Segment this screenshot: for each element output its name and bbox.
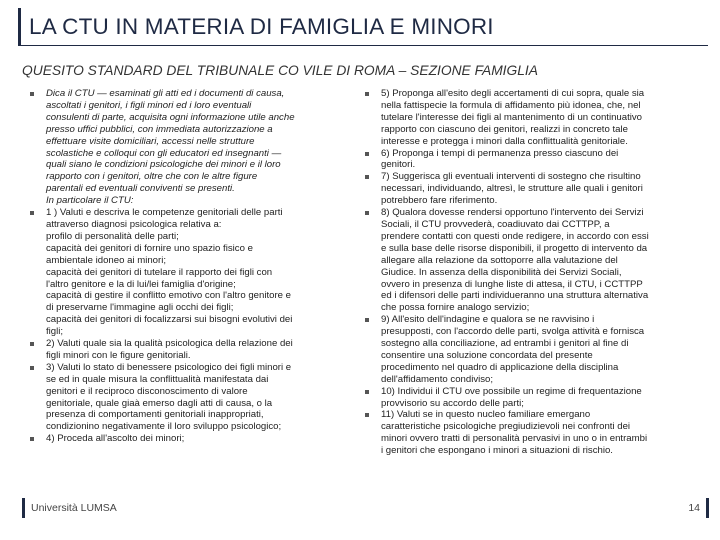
list-line: In particolare il CTU: (46, 195, 134, 207)
list-line: presenza di comportamenti genitoriali inappropriati, (46, 409, 264, 421)
bullet-icon (365, 152, 369, 156)
bullet-icon (365, 92, 369, 96)
list-item (28, 207, 346, 338)
list-line: dell'affidamento condiviso; (381, 373, 494, 385)
list-item (28, 338, 346, 362)
list-line: capacità dei genitori di fornire uno spazio fisico e (46, 242, 253, 254)
list-line: minori ovvero tratti di personalità pervasivi in uno o in entrambi (381, 433, 648, 445)
list-line: Dica il CTU — esaminati gli atti ed i documenti di causa, (46, 88, 285, 99)
list-line: genitori e il reciproco disconoscimento di valore (46, 385, 248, 397)
list-line: 6) Proponga i tempi di permanenza presso ciascuno dei (381, 147, 619, 159)
bullet-icon (30, 366, 34, 370)
list-line: allegare alla relazione da sottoporre alla valutazione del (381, 254, 618, 266)
list-line: rapporto con ciascuno dei genitori, realizzi in concreto tale (381, 123, 628, 135)
list-line: 8) Qualora dovesse rendersi opportuno l'intervento dei Servizi (381, 207, 644, 219)
list-line: genitoriale, quale giaà emerso dagli atti di causa, o la (46, 397, 273, 409)
list-line: l'altro genitore e la di lui/lei famiglia d'origine; (46, 278, 236, 290)
list-line: Sociali, il CTU provvederà, coadiuvato dai CCTTPP, a (381, 218, 610, 230)
list-item (363, 88, 693, 148)
page-number: 14 (672, 498, 709, 518)
right-column (363, 88, 693, 457)
list-line: 4) Proceda all'ascolto dei minori; (46, 433, 185, 445)
list-line: rapporto con i genitori, oltre che con le altre figure (46, 171, 258, 183)
list-line: sostegno alla conciliazione, ad entrambi i genitori al fine di (381, 338, 629, 350)
list-line: interesse e protegga i minori dalla conflittualità genitoriale. (381, 135, 628, 147)
list-line: 2) Valuti quale sia la qualità psicologica della relazione dei (46, 338, 293, 350)
bullet-icon (365, 413, 369, 417)
list-line: caratteristiche psicologiche pregiudizievoli nei confronti dei (381, 421, 631, 433)
list-line: capacità di gestire il conflitto emotivo con l'altro genitore e (46, 290, 292, 302)
list-line: di preservarne l'immagine agli occhi dei figli; (46, 302, 234, 314)
bullet-icon (30, 211, 34, 215)
footer-institution: Università LUMSA (22, 498, 117, 518)
title-bar (18, 8, 708, 46)
list-line: effettuare visite domiciliari, accessi nelle strutture (46, 135, 255, 147)
list-line: figli minori con le figure genitoriali. (46, 349, 191, 361)
list-line: potrebbero fare riferimento. (381, 195, 498, 207)
page-title: LA CTU IN MATERIA DI FAMIGLIA E MINORI (29, 14, 494, 39)
list-line: genitori. (381, 159, 416, 171)
list-line: quali siano le condizioni psicologiche dei minori e il loro (46, 159, 281, 171)
page-subtitle: QUESITO STANDARD DEL TRIBUNALE CO VILE DI ROMA – SEZIONE FAMIGLIA (22, 63, 538, 78)
list-line: procedimento nel quadro di applicazione della disciplina (381, 361, 619, 373)
list-line: parentali ed eventuali conviventi se presenti. (46, 183, 235, 195)
list-line: condizionino negativamente il loro sviluppo psicologico; (46, 421, 282, 433)
left-bullet-list (28, 88, 346, 445)
list-line: 1 ) Valuti e descriva le competenze genitoriali delle parti (46, 207, 283, 219)
list-line: ambientale idoneo ai minori; (46, 254, 166, 266)
list-item (363, 148, 693, 172)
list-item (363, 314, 693, 385)
list-line: presso uffici pubblici, con immediata autorizzazione a (46, 123, 273, 135)
list-item (363, 207, 693, 314)
bullet-icon (30, 92, 34, 96)
list-item (28, 88, 346, 207)
list-line: se ed in quale misura la conflittualità manifestata dai (46, 373, 269, 385)
bullet-icon (365, 211, 369, 215)
bullet-icon (365, 175, 369, 179)
bullet-icon (30, 437, 34, 441)
list-item (363, 409, 693, 457)
list-line: i genitori che espongano i minori a situazioni di rischio. (381, 445, 613, 457)
list-line: che possa fornire analogo servizio; (381, 302, 530, 314)
list-line: consentire una soluzione concordata del presente (381, 349, 593, 361)
list-line: consulenti di parte, acquisita ogni informazione utile anche (46, 111, 295, 123)
list-line: 3) Valuti lo stato di benessere psicologico dei figli minori e (46, 361, 292, 373)
list-line: 5) Proponga all'esito degli accertamenti di cui sopra, quale sia (381, 88, 645, 99)
bullet-icon (365, 318, 369, 322)
bullet-icon (365, 390, 369, 394)
list-line: 9) All'esito dell'indagine e qualora se ne ravvisino i (381, 314, 595, 326)
list-item (363, 171, 693, 207)
bullet-icon (30, 342, 34, 346)
left-column (28, 88, 346, 445)
right-bullet-list (363, 88, 693, 457)
list-line: 7) Suggerisca gli eventuali interventi di sostegno che risultino (381, 171, 641, 183)
list-item (363, 386, 693, 410)
list-line: ed i difensori delle parti individueranno una struttura alternativa (381, 290, 649, 302)
list-line: 11) Valuti se in questo nucleo familiare emergano (381, 409, 591, 421)
list-item (28, 433, 346, 445)
list-line: prendere contatti con questi onde redigere, in accordo con essi (381, 230, 649, 242)
list-line: 10) Individui il CTU ove possibile un regime di frequentazione (381, 385, 642, 397)
list-line: ascoltati i genitori, i figli minori ed i loro eventuali (46, 99, 252, 111)
list-line: presupposti, con l'accordo delle parti, svolga attività e fornisca (381, 326, 645, 338)
list-item (28, 362, 346, 433)
list-line: attraverso diagnosi psicologica relativa a: (46, 218, 222, 230)
list-line: nella fattispecie la formula di affidamento più idonea, che, nel (381, 99, 641, 111)
list-line: Giudice. In assenza della disponibilità dei Servizi Sociali, (381, 266, 622, 278)
list-line: ovvero in presenza di lunghe liste di attesa, il CTU, i CCTTPP (381, 278, 643, 290)
list-line: necessari, individuando, altresì, le strutture alle quali i genitori (381, 183, 643, 195)
list-line: e sulla base delle risorse disponibili, il progetto di intervento da (381, 242, 648, 254)
list-line: tutelare l'interesse dei figli al mantenimento di un continuativo (381, 111, 643, 123)
list-line: scolastiche e colloqui con gli educatori ed insegnanti — (46, 147, 282, 159)
list-line: provvisorio su accordo delle parti; (381, 397, 524, 409)
list-line: profilo di personalità delle parti; (46, 230, 179, 242)
list-line: capacità dei genitori di focalizzarsi sui bisogni evolutivi dei (46, 314, 293, 326)
list-line: figli; (46, 326, 64, 338)
list-line: capacità dei genitori di tutelare il rapporto dei figli con (46, 266, 273, 278)
